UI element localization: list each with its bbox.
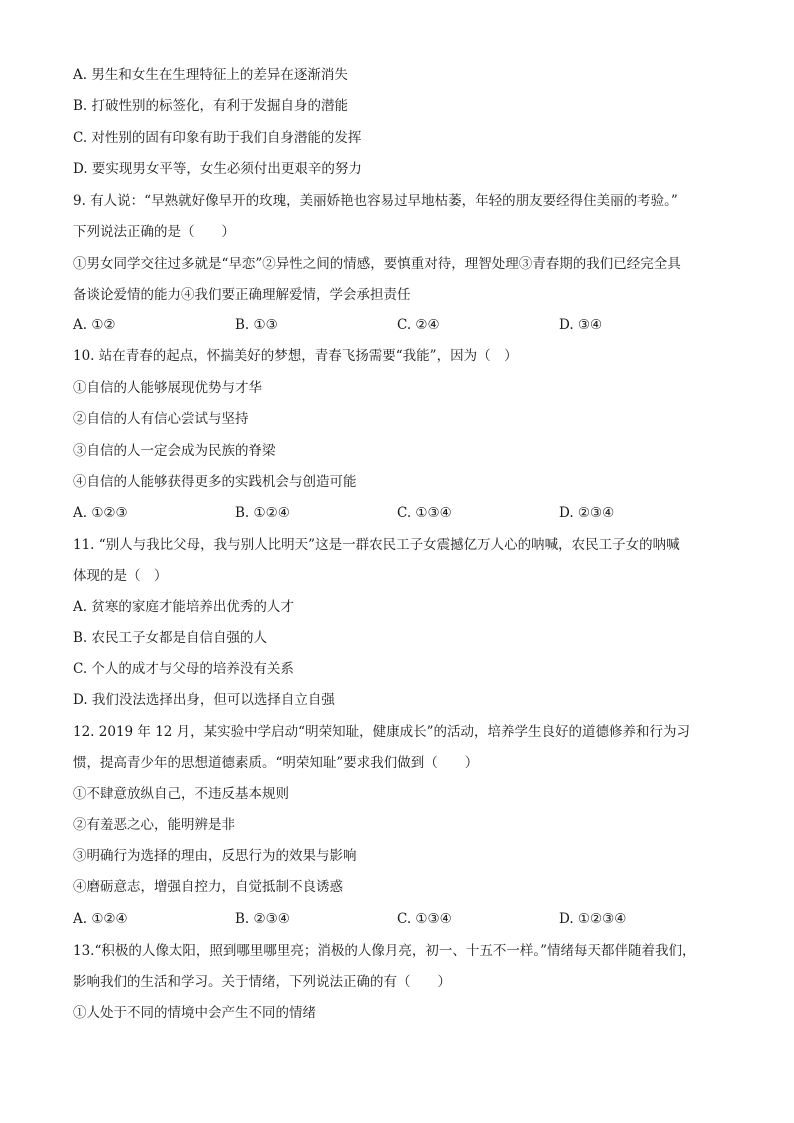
q9-option-a: A. ①② [73,317,116,333]
q13-stem-line-1: 13.“积极的人像太阳，照到哪里哪里亮；消极的人像月亮，初一、十五不一样。”情绪每天都伴随着我们， [73,943,696,959]
q10-stem: 10. 站在青春的起点，怀揣美好的梦想，青春飞扬需要“我能”，因为（ ） [73,348,518,364]
q12-option-d: D. ①②③④ [559,911,627,927]
q9-options [73,315,733,335]
q8-option-b: B. 打破性别的标签化，有利于发掘自身的潜能 [73,98,349,114]
q8-option-a: A. 男生和女生在生理特征上的差异在逐渐消失 [73,67,348,83]
q10-options [73,503,733,523]
q11-stem-line-2: 体现的是（ ） [73,568,168,584]
q9-statements-line-1: ①男女同学交往过多就是“早恋”②异性之间的情感，要慎重对待，理智处理③青春期的我们已经完全具 [73,256,681,272]
q12-statement-4: ④磨砺意志，增强自控力，自觉抵制不良诱惑 [73,879,343,895]
q9-option-d: D. ③④ [559,317,603,333]
q10-option-d: D. ②③④ [559,505,615,521]
q10-statement-1: ①自信的人能够展现优势与才华 [73,380,262,396]
q8-option-c: C. 对性别的固有印象有助于我们自身潜能的发挥 [73,130,362,146]
q12-options [73,909,733,929]
q10-option-a: A. ①②③ [73,505,128,521]
q12-statement-3: ③明确行为选择的理由，反思行为的效果与影响 [73,848,357,864]
q9-statements-line-2: 备谈论爱情的能力④我们要正确理解爱情，学会承担责任 [73,287,411,303]
q11-option-c: C. 个人的成才与父母的培养没有关系 [73,661,294,677]
q12-statement-1: ①不肆意放纵自己，不违反基本规则 [73,786,289,802]
q13-stem-line-2: 影响我们的生活和学习。关于情绪，下列说法正确的有（ ） [73,974,451,990]
q12-option-b: B. ②③④ [235,911,290,927]
q9-stem-line-2: 下列说法正确的是（ ） [73,224,235,240]
q12-option-c: C. ①③④ [397,911,452,927]
q11-option-a: A. 贫寒的家庭才能培养出优秀的人才 [73,599,294,615]
q11-stem-line-1: 11. “别人与我比父母，我与别人比明天”这是一群农民工子女震撼亿万人心的呐喊，农民工子女的呐喊 [73,537,680,553]
q10-statement-3: ③自信的人一定会成为民族的脊梁 [73,443,276,459]
q9-option-b: B. ①③ [235,317,278,333]
q10-option-c: C. ①③④ [397,505,452,521]
q12-stem-line-2: 惯，提高青少年的思想道德素质。“明荣知耻”要求我们做到（ ） [73,755,479,771]
q10-statement-2: ②自信的人有信心尝试与坚持 [73,411,249,427]
q12-statement-2: ②有羞恶之心，能明辨是非 [73,817,235,833]
q13-statement-1: ①人处于不同的情境中会产生不同的情绪 [73,1005,316,1021]
q12-option-a: A. ①②④ [73,911,128,927]
q9-stem-line-1: 9. 有人说：“早熟就好像早开的玫瑰，美丽娇艳也容易过早地枯萎，年轻的朋友要经得住美丽的考验。” [73,193,678,209]
q8-option-d: D. 要实现男女平等，女生必须付出更艰辛的努力 [73,161,362,177]
q11-option-b: B. 农民工子女都是自信自强的人 [73,630,268,646]
q12-stem-line-1: 12. 2019 年 12 月，某实验中学启动“明荣知耻，健康成长”的活动，培养学生良好的道德修养和行为习 [73,724,690,740]
q10-statement-4: ④自信的人能够获得更多的实践机会与创造可能 [73,474,357,490]
q10-option-b: B. ①②④ [235,505,290,521]
q9-option-c: C. ②④ [397,317,440,333]
q11-option-d: D. 我们没法选择出身，但可以选择自立自强 [73,692,335,708]
